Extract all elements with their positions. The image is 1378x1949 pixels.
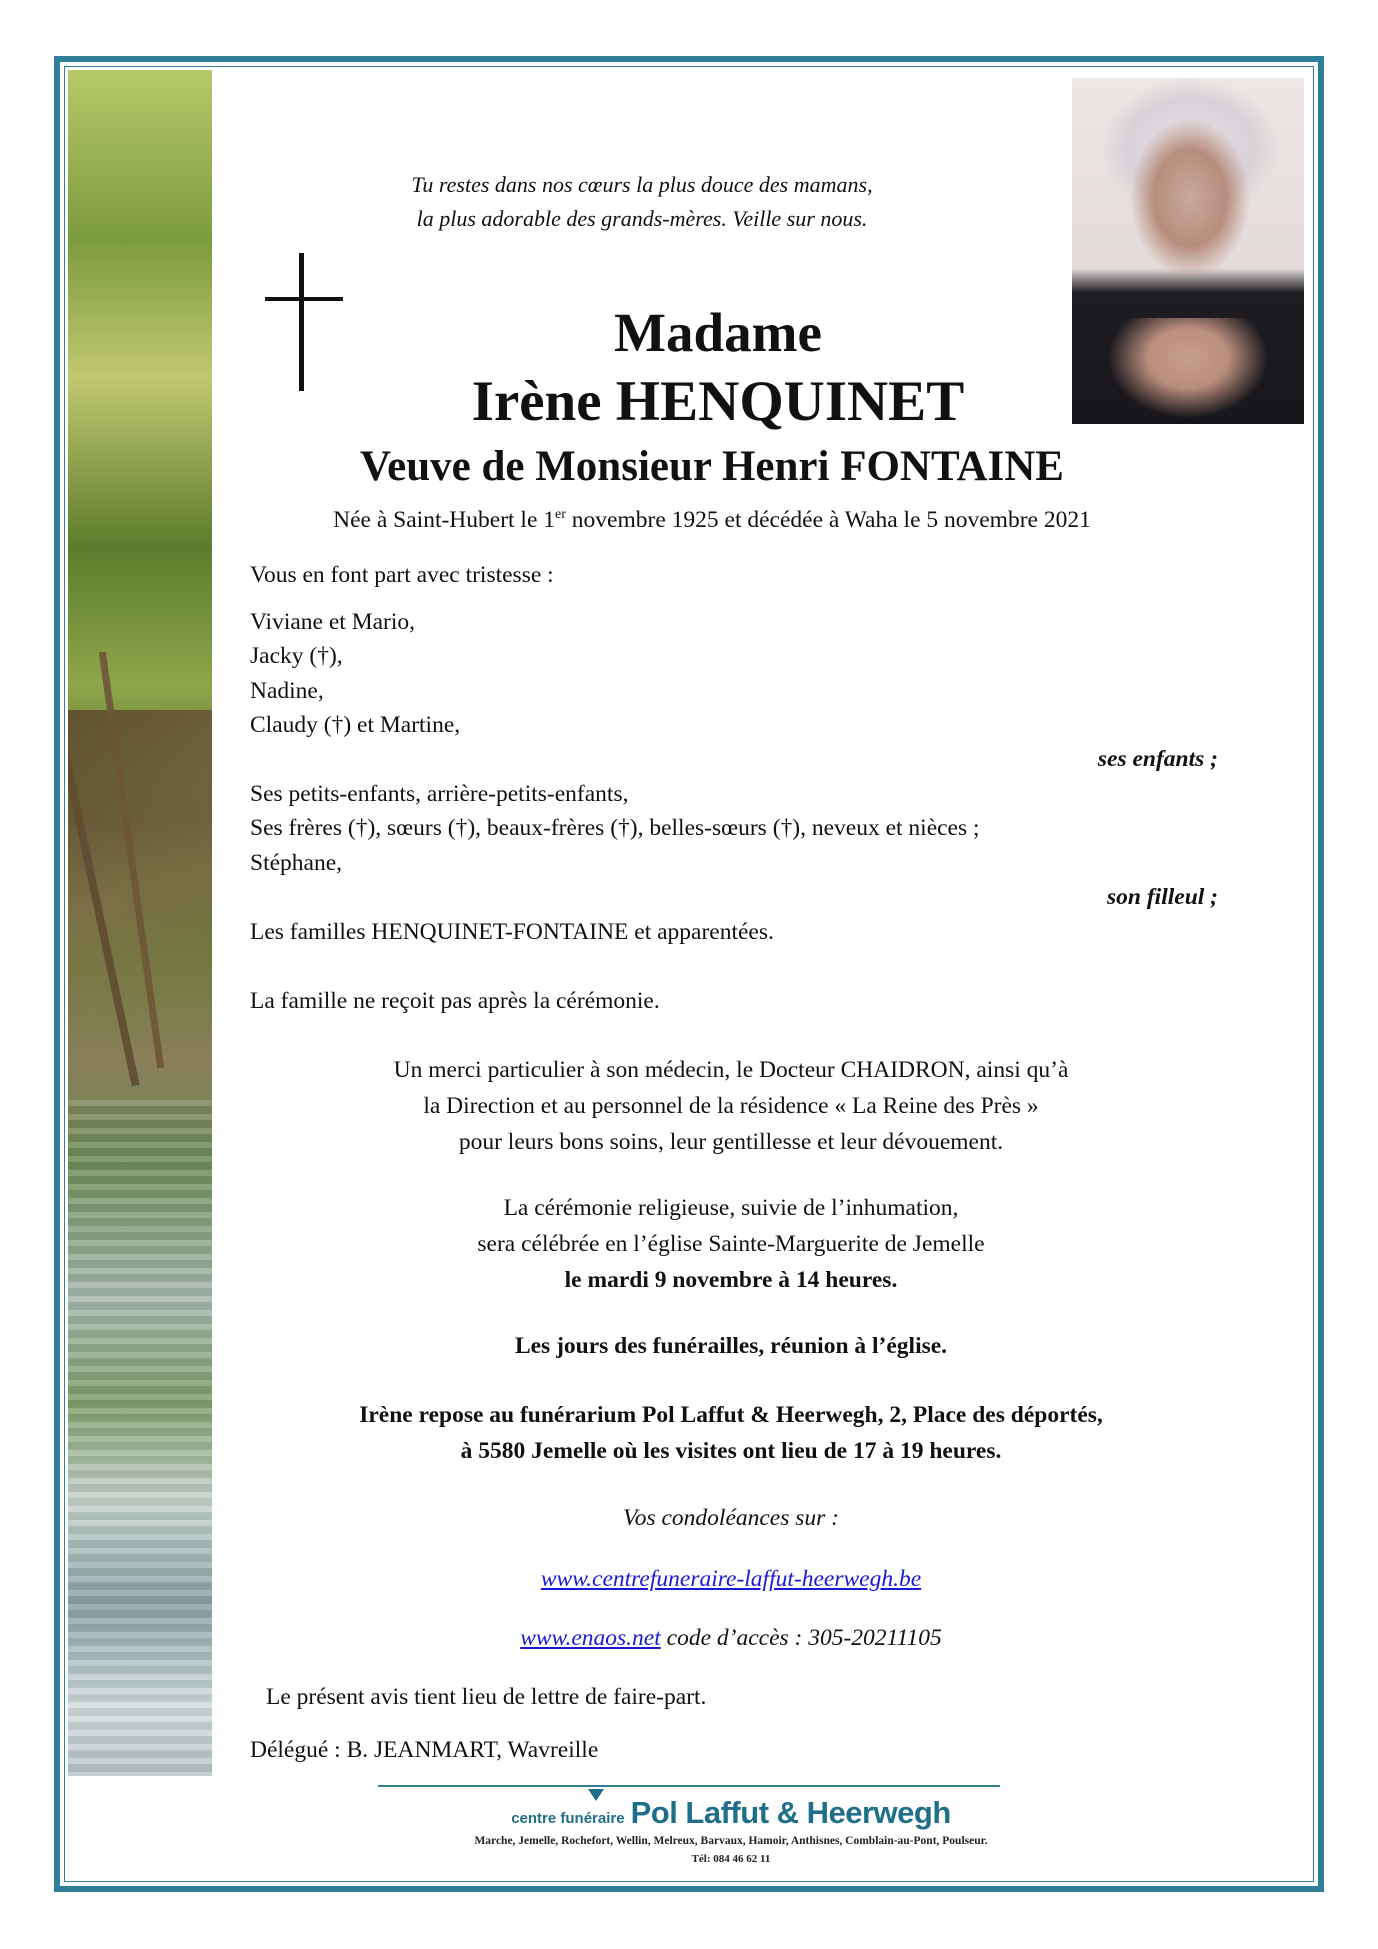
intro-line: Vous en font part avec tristesse : xyxy=(250,562,554,588)
access-code: code d’accès : 305-20211105 xyxy=(660,1625,942,1651)
children-label: ses enfants ; xyxy=(1097,746,1218,772)
birth-post: novembre 1925 et décédée à Waha le 5 novembre 2021 xyxy=(565,507,1091,533)
delegate-line: Délégué : B. JEANMART, Wavreille xyxy=(250,1737,599,1763)
thanks-block xyxy=(212,1052,1250,1160)
condolences-label: Vos condoléances sur : xyxy=(622,1505,840,1531)
godson-label: son filleul ; xyxy=(1107,884,1218,910)
condolences-url-2-row xyxy=(212,1620,1250,1656)
condolences-link-2[interactable]: www.enaos.net xyxy=(520,1625,661,1651)
ceremony-block xyxy=(212,1190,1250,1298)
other-2: Ses frères (†), sœurs (†), beaux-frères (†), belles-sœurs (†), neveux et nièces ; xyxy=(250,815,980,841)
child-4: Claudy (†) et Martine, xyxy=(250,712,461,738)
condolences-url-1-row xyxy=(212,1561,1250,1597)
water-reflection xyxy=(68,1100,212,1776)
ceremony-line-2: sera célébrée en l’église Sainte-Marguerite de Jemelle xyxy=(477,1231,985,1257)
no-reception-line: La famille ne reçoit pas après la cérémonie. xyxy=(250,988,660,1014)
footer-towns: Marche, Jemelle, Rochefort, Wellin, Melreux, Barvaux, Hamoir, Anthisnes, Comblain-au-Pont, Poulseur. xyxy=(474,1835,988,1847)
thanks-line-3: pour leurs bons soins, leur gentillesse et leur dévouement. xyxy=(458,1129,1004,1155)
thanks-line-2: la Direction et au personnel de la résidence « La Reine des Près » xyxy=(423,1093,1039,1119)
funeral-meeting: Les jours des funérailles, réunion à l’église. xyxy=(514,1333,948,1359)
footer-phone: Tél: 084 46 62 11 xyxy=(691,1853,771,1865)
logo-small-text: centre funéraire xyxy=(511,1810,625,1827)
condolences-link-1[interactable]: www.centrefuneraire-laffut-heerwegh.be xyxy=(540,1566,922,1592)
rest-block xyxy=(212,1397,1250,1469)
logo-big-text: Pol Laffut & Heerwegh xyxy=(630,1795,951,1830)
child-2: Jacky (†), xyxy=(250,643,343,669)
ceremony-line-1: La cérémonie religieuse, suivie de l’inhumation, xyxy=(503,1195,959,1221)
footer-divider xyxy=(378,1785,1000,1787)
birth-death-line xyxy=(212,504,1212,536)
ceremony-date: le mardi 9 novembre à 14 heures. xyxy=(564,1267,898,1293)
funeral-home-logo xyxy=(212,1795,1250,1831)
birth-sup: er xyxy=(555,507,566,522)
rest-line-2: à 5580 Jemelle où les visites ont lieu de 17 à 19 heures. xyxy=(460,1438,1002,1464)
birth-pre: Née à Saint-Hubert le 1 xyxy=(333,507,556,533)
deceased-title: Madame xyxy=(614,302,822,363)
epitaph xyxy=(212,168,1072,236)
families-line: Les familles HENQUINET-FONTAINE et apparentées. xyxy=(250,919,774,945)
child-3: Nadine, xyxy=(250,678,324,704)
epitaph-line-1: Tu restes dans nos cœurs la plus douce des mamans, xyxy=(411,172,873,197)
child-1: Viviane et Mario, xyxy=(250,609,415,635)
notice-line: Le présent avis tient lieu de lettre de faire-part. xyxy=(266,1684,707,1710)
other-1: Ses petits-enfants, arrière-petits-enfants, xyxy=(250,781,629,807)
landscape-photo-strip xyxy=(68,70,212,1776)
rest-line-1: Irène repose au funérarium Pol Laffut & Heerwegh, 2, Place des déportés, xyxy=(359,1402,1103,1428)
widow-line: Veuve de Monsieur Henri FONTAINE xyxy=(360,443,1064,490)
thanks-line-1: Un merci particulier à son médecin, le Docteur CHAIDRON, ainsi qu’à xyxy=(393,1057,1069,1083)
deceased-name: Irène HENQUINET xyxy=(471,370,965,433)
epitaph-line-2: la plus adorable des grands-mères. Veille sur nous. xyxy=(416,206,868,231)
other-3: Stéphane, xyxy=(250,850,343,876)
